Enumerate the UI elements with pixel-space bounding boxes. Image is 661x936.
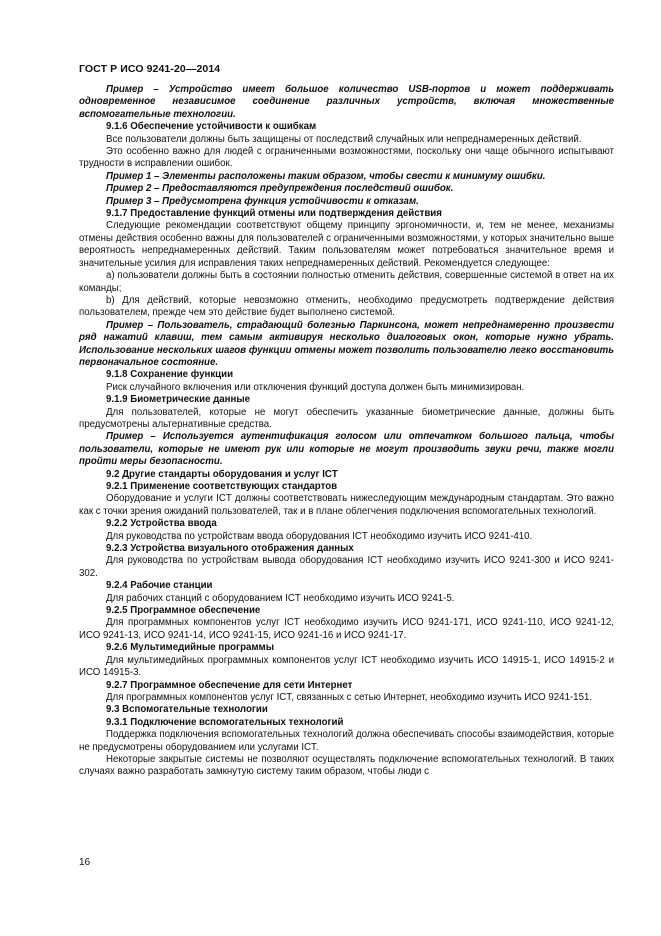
section-heading: 9.2.5 Программное обеспечение [106, 605, 261, 617]
section-heading: 9.2.6 Мультимедийные программы [106, 642, 274, 654]
body-paragraph: Для мультимедийных программных компонентов услуг ICT необходимо изучить ИСО 14915-1, ИСО 14915-2 и ИСО 14915-3. [79, 654, 614, 679]
body-paragraph: b) Для действий, которые невозможно отменить, необходимо предусмотреть подтверждение действия пользователем, прежде чем это действие будет выполнено системой. [79, 294, 614, 319]
body-paragraph: Риск случайного включения или отключения функций доступа должен быть минимизирован. [106, 381, 525, 393]
document-body [79, 84, 614, 779]
section-heading: 9.1.9 Биометрические данные [106, 394, 251, 406]
section-heading: 9.3 Вспомогательные технологии [106, 704, 268, 716]
example-paragraph: Пример – Пользователь, страдающий болезнью Паркинсона, может непреднамеренно произвести ряд нажатий клавиш, тем самым активируя несколько диалоговых окон, которые нужно убрать. Использование нескольких шагов функции отмены может позволить пользователю легко восстановить первоначальное состояние. [79, 319, 614, 368]
body-paragraph: Для рабочих станций с оборудованием ICT необходимо изучить ИСО 9241-5. [106, 592, 455, 604]
section-heading: 9.1.6 Обеспечение устойчивости к ошибкам [106, 121, 317, 133]
section-heading: 9.2.4 Рабочие станции [106, 580, 213, 592]
section-heading: 9.1.7 Предоставление функций отмены или подтверждения действия [106, 208, 442, 220]
section-heading: 9.2.7 Программное обеспечение для сети Интернет [106, 679, 353, 691]
body-paragraph: Некоторые закрытые системы не позволяют осуществлять подключение вспомогательных технологий. В таких случаях важно разработать замкнутую систему таким образом, чтобы люди с [79, 753, 614, 778]
section-heading: 9.2.1 Применение соответствующих стандартов [106, 481, 338, 492]
body-paragraph: Все пользователи должны быть защищены от последствий случайных или непреднамеренных действий. [106, 133, 582, 145]
page-number: 16 [79, 857, 91, 868]
section-heading: 9.1.8 Сохранение функции [106, 369, 234, 381]
body-paragraph: Для пользователей, которые не могут обеспечить указанные биометрические данные, должны быть предусмотрены альтернативные средства. [79, 406, 614, 430]
example-paragraph: Пример – Используется аутентификация голосом или отпечатком большого пальца, чтобы пользователи, которые не имеют рук или которые не могут производить звуки речи, также могли пройти меры безопасности. [79, 431, 614, 468]
body-paragraph: Оборудование и услуги ICT должны соответствовать нижеследующим международным стандартам. Это важно как с точки зрения ожиданий пользователей, так и в плане облегчения подключения вспомогательных технологий. [79, 493, 614, 517]
body-paragraph: Для руководства по устройствам ввода оборудования ICT необходимо изучить ИСО 9241-410. [106, 530, 533, 542]
body-paragraph: Поддержка подключения вспомогательных технологий должна обеспечивать способы взаимодействия, которые не предусмотрены оборудованием или услугами ICT. [79, 729, 614, 753]
body-paragraph: Для программных компонентов услуг ICT необходимо изучить ИСО 9241-171, ИСО 9241-110, ИСО 9241-12, ИСО 9241-13, ИСО 9241-14, ИСО 9241-15, ИСО 9241-16 и ИСО 9241-17. [79, 617, 614, 641]
body-paragraph: Для программных компонентов услуг ICT, связанных с сетью Интернет, необходимо изучить ИСО 9241-151. [106, 691, 593, 703]
section-heading: 9.2 Другие стандарты оборудования и услуг ICT [106, 468, 338, 480]
example-paragraph: Пример 3 – Предусмотрена функция устойчивости к отказам. [106, 195, 419, 207]
body-paragraph: Следующие рекомендации соответствуют общему принципу эргономичности, и, тем не менее, механизмы отмены действия особенно важны для пользователей с ограниченными возможностями, у которых значительно выше вероятность непреднамеренных действий. Таким пользователям может потребоваться значительное время и значительные усилия для исправления таких непреднамеренных действий. Рекомендуется следующее: [79, 220, 614, 269]
example-paragraph: Пример 2 – Предоставляются предупреждения последствий ошибок. [106, 183, 454, 195]
example-paragraph: Пример – Устройство имеет большое количество USB-портов и может поддерживать одновременное независимое соединение различных устройств, включая множественные вспомогательные технологии. [79, 84, 614, 120]
body-paragraph: a) пользователи должны быть в состоянии полностью отменить действия, совершенные системой в ответ на их команды; [79, 270, 614, 294]
section-heading: 9.3.1 Подключение вспомогательных технологий [106, 716, 344, 728]
example-paragraph: Пример 1 – Элементы расположены таким образом, чтобы свести к минимуму ошибки. [106, 170, 546, 182]
body-paragraph: Для руководства по устройствам вывода оборудования ICT необходимо изучить ИСО 9241-300 и ИСО 9241-302. [79, 555, 614, 579]
section-heading: 9.2.2 Устройства ввода [106, 518, 217, 530]
document-header: ГОСТ Р ИСО 9241-20—2014 [79, 63, 221, 75]
body-paragraph: Это особенно важно для людей с ограниченными возможностями, поскольку они чаще обычного испытывают трудности в исправлении ошибок. [79, 146, 614, 170]
section-heading: 9.2.3 Устройства визуального отображения данных [106, 543, 354, 555]
